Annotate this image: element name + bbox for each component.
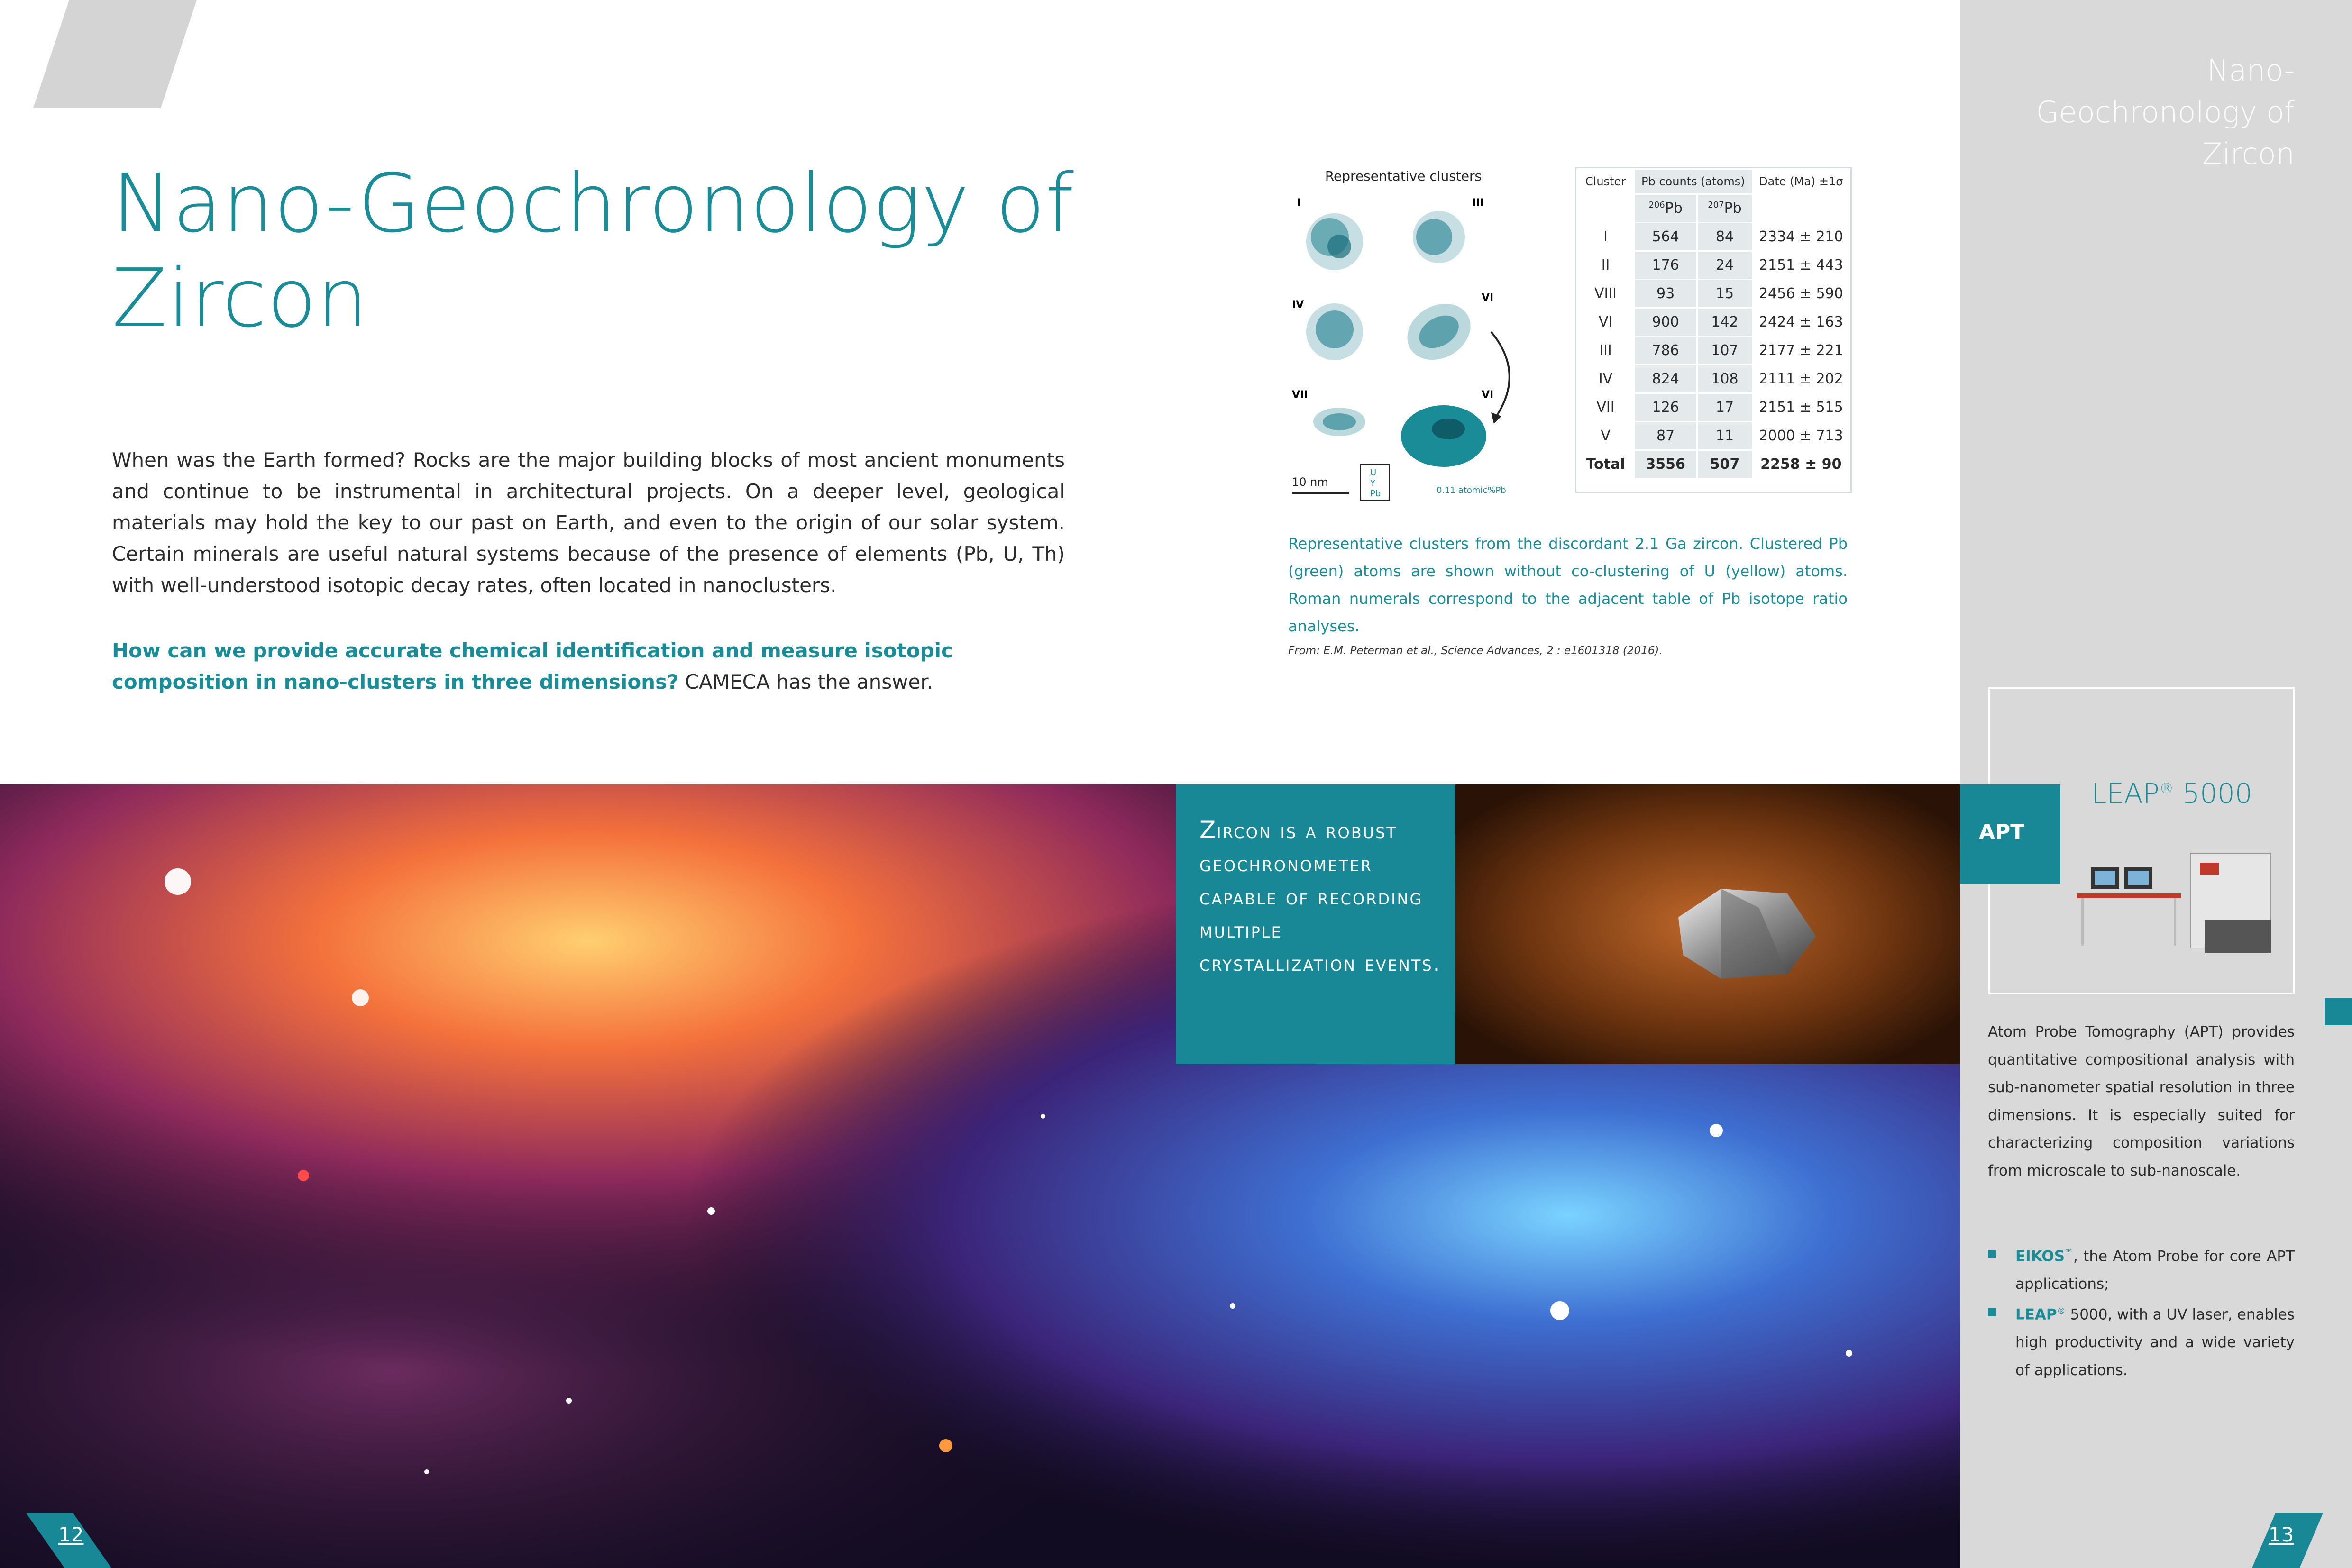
page-number-right: 13 bbox=[2269, 1523, 2294, 1546]
cluster-label-i: I bbox=[1297, 197, 1301, 209]
legend-pb: Pb bbox=[1370, 489, 1381, 499]
cluster-VI-isosurface bbox=[1401, 405, 1486, 467]
page-number-left: 12 bbox=[58, 1523, 84, 1546]
cluster-I bbox=[1306, 213, 1363, 270]
question-paragraph bbox=[112, 635, 1065, 698]
col-date-header: Date (Ma) ±1σ bbox=[1752, 169, 1849, 223]
cell-pb206: 824 bbox=[1634, 365, 1697, 393]
total-date: 2258 ± 90 bbox=[1752, 450, 1849, 479]
cell-date: 2111 ± 202 bbox=[1752, 365, 1849, 393]
callout-body: ircon is a robust geochronometer capable of recording multiple crystallization events. bbox=[1199, 818, 1442, 976]
cell-cluster: V bbox=[1577, 422, 1634, 450]
figure-caption: Representative clusters from the discordant 2.1 Ga zircon. Clustered Pb (green) atoms are shown without co-clustering of U (yellow) atoms. Roman numerals correspond to the adjacent table of Pb isotope ratio analyses. bbox=[1288, 535, 1848, 635]
product-reg: ® bbox=[2159, 780, 2174, 797]
arrow-icon bbox=[1491, 332, 1510, 417]
cell-date: 2177 ± 221 bbox=[1752, 337, 1849, 365]
table-row bbox=[1577, 365, 1850, 393]
cluster-IV bbox=[1306, 303, 1363, 360]
intro-paragraph: When was the Earth formed? Rocks are the major building blocks of most ancient monuments and continue to be instrumental in architectural projects. On a deeper level, geological materials may hold the key to our past on Earth, and even to the origin of our solar system. Certain minerals are useful natural systems because of the presence of elements (Pb, U, Th) with well-understood isotopic decay rates, often located in nanoclusters. bbox=[112, 448, 1065, 597]
product-name-text: LEAP bbox=[2091, 777, 2160, 810]
bullet-item bbox=[1988, 1240, 2295, 1298]
question-highlight: How can we provide accurate chemical identification and measure isotopic composition in nano-clusters in three dimensions? bbox=[112, 639, 953, 693]
cell-date: 2000 ± 713 bbox=[1752, 422, 1849, 450]
bullet-name: LEAP bbox=[2015, 1306, 2057, 1323]
product-model: 5000 bbox=[2173, 777, 2252, 810]
pb-label: Pb bbox=[1665, 200, 1683, 217]
cluster-label-vi-2: VI bbox=[1482, 389, 1494, 401]
cell-date: 2456 ± 590 bbox=[1752, 280, 1849, 308]
cell-pb207: 15 bbox=[1697, 280, 1752, 308]
page-title: Nano-Geochronology of Zircon bbox=[112, 157, 1075, 346]
cell-cluster: VI bbox=[1577, 308, 1634, 337]
cluster-III bbox=[1413, 211, 1465, 263]
cell-date: 2151 ± 515 bbox=[1752, 393, 1849, 422]
cell-pb206: 786 bbox=[1634, 337, 1697, 365]
table-total-row bbox=[1577, 450, 1850, 479]
legend-y: Y bbox=[1370, 478, 1375, 488]
cell-date: 2151 ± 443 bbox=[1752, 251, 1849, 280]
edge-tab bbox=[2325, 998, 2352, 1025]
pb-label: Pb bbox=[1724, 200, 1742, 217]
cell-pb207: 24 bbox=[1697, 251, 1752, 280]
cell-pb207: 84 bbox=[1697, 223, 1752, 251]
cell-date: 2424 ± 163 bbox=[1752, 308, 1849, 337]
instrument-illustration bbox=[2072, 848, 2280, 967]
cluster-label-iv: IV bbox=[1292, 299, 1304, 311]
cell-pb207: 142 bbox=[1697, 308, 1752, 337]
table-row bbox=[1577, 251, 1850, 280]
cell-cluster: I bbox=[1577, 223, 1634, 251]
cell-cluster: II bbox=[1577, 251, 1634, 280]
product-name bbox=[2060, 777, 2283, 810]
cell-pb207: 108 bbox=[1697, 365, 1752, 393]
cluster-label-vi: VI bbox=[1482, 292, 1494, 304]
table-row bbox=[1577, 308, 1850, 337]
callout-text bbox=[1199, 814, 1446, 981]
callout-cap: Z bbox=[1199, 816, 1217, 844]
bullet-mark: ® bbox=[2057, 1306, 2066, 1317]
question-answer: CAMECA has the answer. bbox=[678, 670, 933, 693]
bullet-item bbox=[1988, 1298, 2295, 1384]
table-row bbox=[1577, 223, 1850, 251]
total-206: 3556 bbox=[1634, 450, 1697, 479]
cluster-VII bbox=[1313, 408, 1365, 436]
table-row bbox=[1577, 393, 1850, 422]
table-body bbox=[1577, 223, 1850, 450]
cell-pb206: 126 bbox=[1634, 393, 1697, 422]
sub-207-header bbox=[1697, 194, 1752, 223]
iso-label: 0.11 atomic%Pb bbox=[1437, 485, 1506, 495]
cluster-figure bbox=[1282, 190, 1548, 502]
table-row bbox=[1577, 337, 1850, 365]
bullet-square-icon bbox=[1988, 1308, 1996, 1316]
bullet-name: EIKOS bbox=[2015, 1248, 2065, 1265]
sub-206-header bbox=[1634, 194, 1697, 223]
cell-pb206: 564 bbox=[1634, 223, 1697, 251]
cell-pb207: 17 bbox=[1697, 393, 1752, 422]
sup-206: 206 bbox=[1648, 200, 1665, 210]
cell-pb206: 87 bbox=[1634, 422, 1697, 450]
col-counts-header: Pb counts (atoms) bbox=[1634, 169, 1753, 194]
zircon-photo bbox=[1455, 784, 1960, 1064]
cluster-label-iii: III bbox=[1472, 197, 1484, 209]
arrowhead-icon bbox=[1491, 412, 1501, 424]
table-row bbox=[1577, 280, 1850, 308]
running-header: Nano- Geochronology of Zircon bbox=[2036, 53, 2295, 171]
cell-pb207: 11 bbox=[1697, 422, 1752, 450]
bullet-mark: ™ bbox=[2065, 1248, 2074, 1258]
figure-source: From: E.M. Peterman et al., Science Advances, 2 : e1601318 (2016). bbox=[1288, 645, 1663, 657]
total-label: Total bbox=[1577, 450, 1634, 479]
cell-pb206: 93 bbox=[1634, 280, 1697, 308]
product-bullets bbox=[1988, 1240, 2295, 1384]
legend-u: U bbox=[1370, 468, 1377, 478]
zircon-svg bbox=[1455, 784, 1960, 1064]
total-207: 507 bbox=[1697, 450, 1752, 479]
cluster-label-vii: VII bbox=[1292, 389, 1308, 401]
cell-cluster: IV bbox=[1577, 365, 1634, 393]
table-row bbox=[1577, 422, 1850, 450]
cell-pb206: 176 bbox=[1634, 251, 1697, 280]
cell-date: 2334 ± 210 bbox=[1752, 223, 1849, 251]
cell-cluster: VII bbox=[1577, 393, 1634, 422]
bullet-text: , the Atom Probe for core APT applications; bbox=[2015, 1248, 2295, 1293]
figure-title: Representative clusters bbox=[1325, 168, 1482, 184]
corner-decoration bbox=[33, 0, 197, 108]
cluster-VI bbox=[1397, 292, 1481, 371]
cell-cluster: III bbox=[1577, 337, 1634, 365]
product-description: Atom Probe Tomography (APT) provides quantitative compositional analysis with sub-nanometer spatial resolution in three dimensions. It is especially suited for characterizing composition variations from microscale to sub-nanoscale. bbox=[1988, 1023, 2295, 1179]
cell-pb206: 900 bbox=[1634, 308, 1697, 337]
bullet-square-icon bbox=[1988, 1250, 1996, 1258]
bullet-text: 5000, with a UV laser, enables high productivity and a wide variety of applications. bbox=[2015, 1306, 2295, 1379]
sup-207: 207 bbox=[1708, 200, 1724, 210]
scale-label: 10 nm bbox=[1292, 475, 1328, 489]
cell-cluster: VIII bbox=[1577, 280, 1634, 308]
cell-pb207: 107 bbox=[1697, 337, 1752, 365]
apt-badge: APT bbox=[1960, 784, 2060, 884]
col-cluster-header: Cluster bbox=[1577, 169, 1634, 223]
isotope-table bbox=[1576, 168, 1850, 479]
